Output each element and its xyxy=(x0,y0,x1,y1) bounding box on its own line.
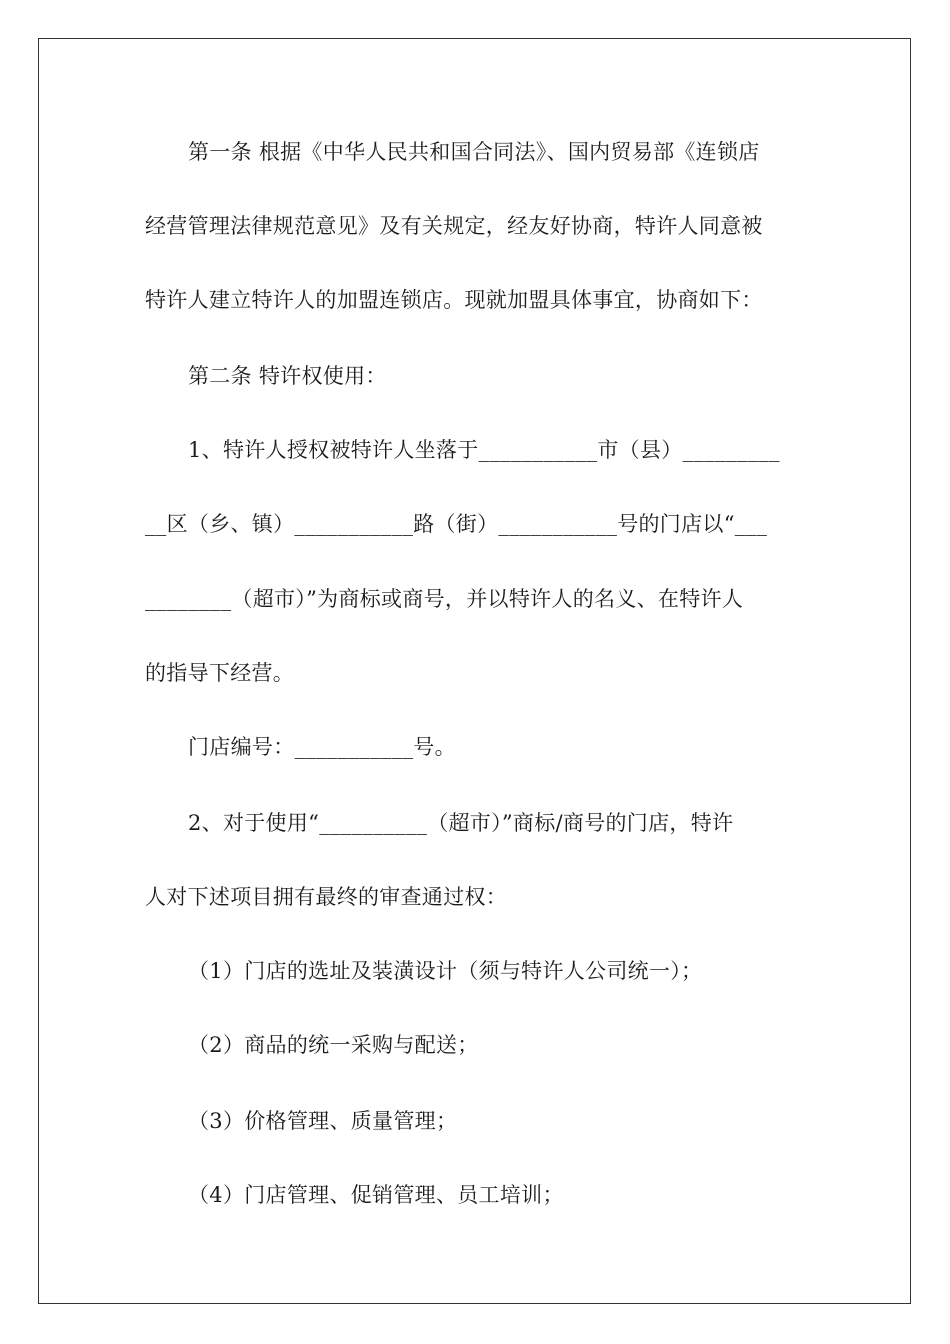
list-item-4: （4）门店管理、促销管理、员工培训； xyxy=(188,1183,564,1207)
clause-1-line-4: 的指导下经营。 xyxy=(145,661,295,685)
article-1-line-3: 特许人建立特许人的加盟连锁店。现就加盟具体事宜，协商如下： xyxy=(145,288,763,312)
article-2-heading: 第二条 特许权使用： xyxy=(188,364,387,388)
clause-1-line-2: __区（乡、镇）___________路（街）___________号的门店以“___ xyxy=(145,512,768,536)
clause-1-line-3: ________（超市）”为商标或商号，并以特许人的名义、在特许人 xyxy=(145,587,744,611)
store-number-line: 门店编号：___________号。 xyxy=(188,735,456,759)
list-item-1: （1）门店的选址及装潢设计（须与特许人公司统一）； xyxy=(188,959,703,983)
list-item-3: （3）价格管理、质量管理； xyxy=(188,1109,458,1133)
clause-1-line-1: 1、特许人授权被特许人坐落于___________市（县）_________ xyxy=(188,438,780,462)
article-1-line-1: 第一条 根据《中华人民共和国合同法》、国内贸易部《连锁店 xyxy=(188,140,760,164)
article-1-line-2: 经营管理法律规范意见》及有关规定，经友好协商，特许人同意被 xyxy=(145,214,763,238)
list-item-2: （2）商品的统一采购与配送； xyxy=(188,1033,479,1057)
clause-2-line-1: 2、对于使用“__________（超市）”商标/商号的门店，特许 xyxy=(188,811,734,835)
clause-2-line-2: 人对下述项目拥有最终的审查通过权： xyxy=(145,885,508,909)
